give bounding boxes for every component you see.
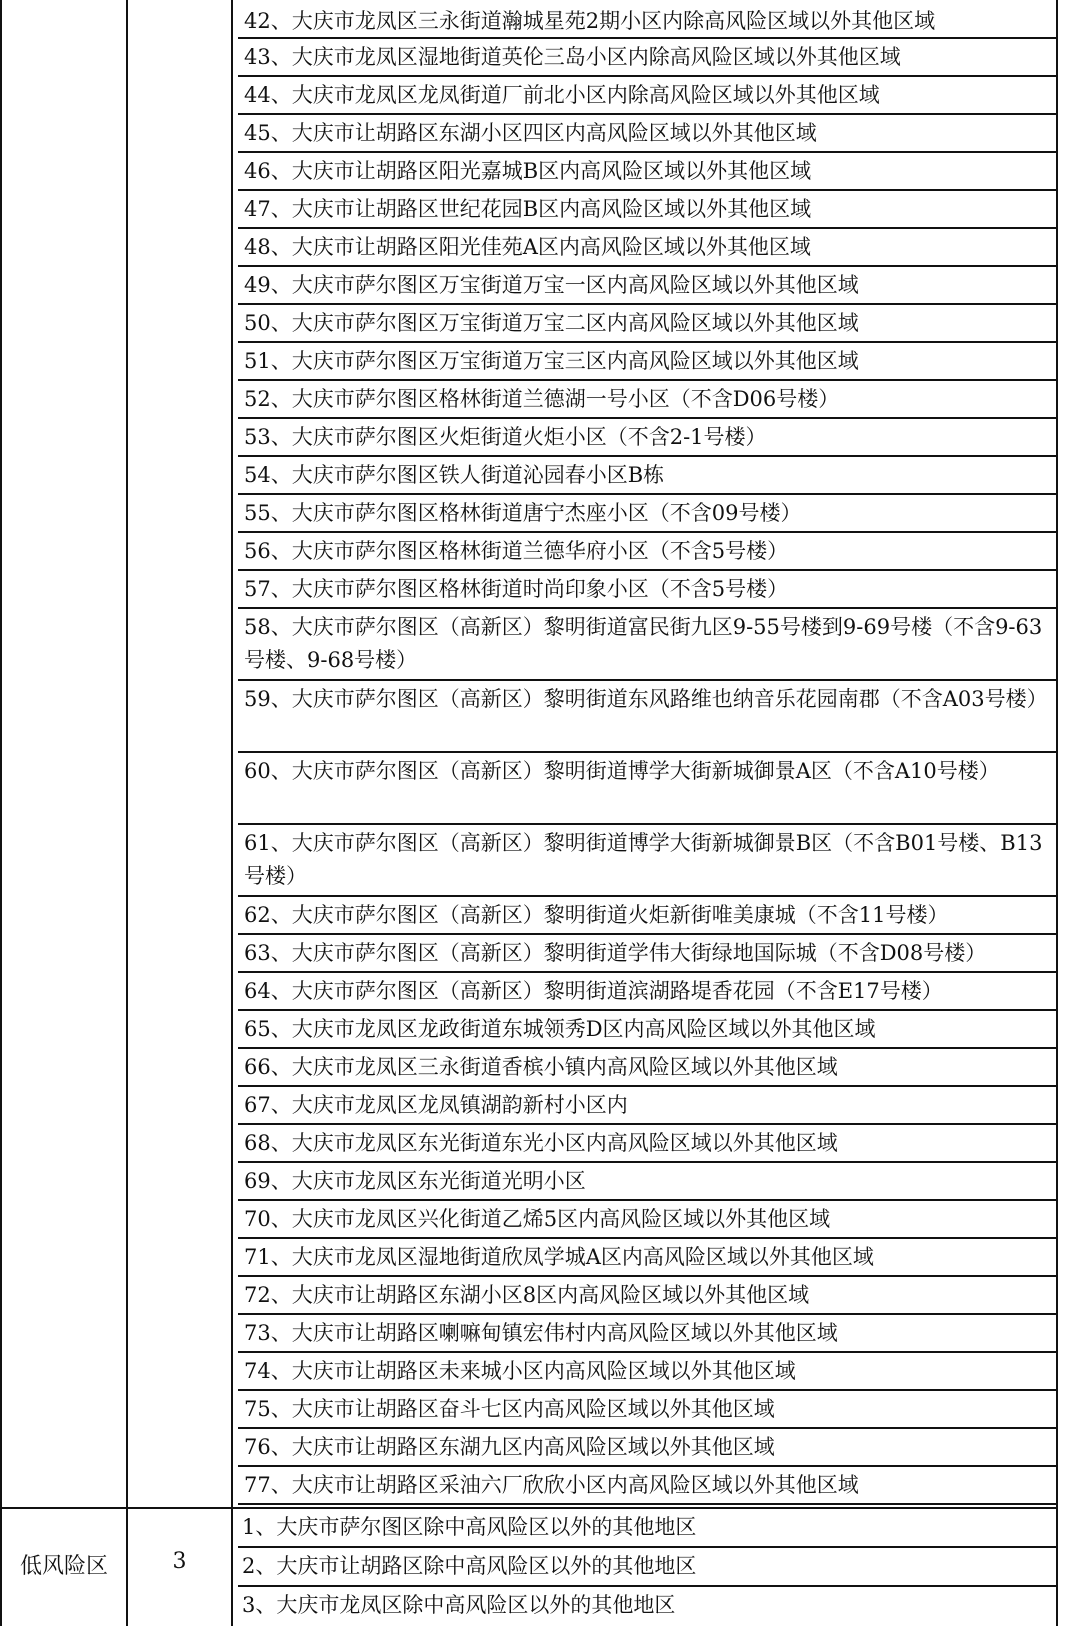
list-item: 48、大庆市让胡路区阳光佳苑A区内高风险区域以外其他区域 xyxy=(238,229,1056,267)
list-item: 2、大庆市让胡路区除中高风险区以外的其他地区 xyxy=(238,1548,1056,1587)
list-item: 56、大庆市萨尔图区格林街道兰德华府小区（不含5号楼） xyxy=(238,533,1056,571)
list-item: 64、大庆市萨尔图区（高新区）黎明街道滨湖路堤香花园（不含E17号楼） xyxy=(238,973,1056,1011)
list-item: 54、大庆市萨尔图区铁人街道沁园春小区B栋 xyxy=(238,457,1056,495)
list-item: 42、大庆市龙凤区三永街道瀚城星苑2期小区内除高风险区域以外其他区域 xyxy=(238,0,1056,39)
list-item: 62、大庆市萨尔图区（高新区）黎明街道火炬新街唯美康城（不含11号楼） xyxy=(238,897,1056,935)
list-item: 46、大庆市让胡路区阳光嘉城B区内高风险区域以外其他区域 xyxy=(238,153,1056,191)
list-item: 47、大庆市让胡路区世纪花园B区内高风险区域以外其他区域 xyxy=(238,191,1056,229)
list-item: 58、大庆市萨尔图区（高新区）黎明街道富民街九区9-55号楼到9-69号楼（不含9-63号楼、9-68号楼） xyxy=(238,609,1056,681)
low-risk-label: 低风险区 xyxy=(19,1554,108,1579)
list-item: 68、大庆市龙凤区东光街道东光小区内高风险区域以外其他区域 xyxy=(238,1125,1056,1163)
list-item: 73、大庆市让胡路区喇嘛甸镇宏伟村内高风险区域以外其他区域 xyxy=(238,1315,1056,1353)
list-item: 3、大庆市龙凤区除中高风险区以外的其他地区 xyxy=(242,1593,676,1617)
list-item: 65、大庆市龙凤区龙政街道东城领秀D区内高风险区域以外其他区域 xyxy=(238,1011,1056,1049)
table-right-border xyxy=(1056,0,1058,1626)
list-item: 43、大庆市龙凤区湿地街道英伦三岛小区内除高风险区域以外其他区域 xyxy=(238,39,1056,77)
column-divider-1 xyxy=(126,0,128,1626)
list-item: 57、大庆市萨尔图区格林街道时尚印象小区（不含5号楼） xyxy=(238,571,1056,609)
list-item: 49、大庆市萨尔图区万宝街道万宝一区内高风险区域以外其他区域 xyxy=(238,267,1056,305)
list-item: 67、大庆市龙凤区龙凤镇湖韵新村小区内 xyxy=(238,1087,1056,1125)
list-item: 53、大庆市萨尔图区火炬街道火炬小区（不含2-1号楼） xyxy=(238,419,1056,457)
list-item: 59、大庆市萨尔图区（高新区）黎明街道东风路维也纳音乐花园南郡（不含A03号楼） xyxy=(238,681,1056,753)
list-item: 75、大庆市让胡路区奋斗七区内高风险区域以外其他区域 xyxy=(238,1391,1056,1429)
list-item: 61、大庆市萨尔图区（高新区）黎明街道博学大街新城御景B区（不含B01号楼、B13号楼） xyxy=(238,825,1056,897)
list-item: 55、大庆市萨尔图区格林街道唐宁杰座小区（不含09号楼） xyxy=(238,495,1056,533)
list-item: 71、大庆市龙凤区湿地街道欣凤学城A区内高风险区域以外其他区域 xyxy=(238,1239,1056,1277)
list-item: 45、大庆市让胡路区东湖小区四区内高风险区域以外其他区域 xyxy=(238,115,1056,153)
table-left-border xyxy=(0,0,2,1626)
column-divider-2 xyxy=(231,0,233,1626)
low-risk-count: 3 xyxy=(172,1549,187,1574)
low-risk-area-list xyxy=(238,1509,1056,1626)
list-item: 74、大庆市让胡路区未来城小区内高风险区域以外其他区域 xyxy=(238,1353,1056,1391)
list-item: 70、大庆市龙凤区兴化街道乙烯5区内高风险区域以外其他区域 xyxy=(238,1201,1056,1239)
list-item: 44、大庆市龙凤区龙凤街道厂前北小区内除高风险区域以外其他区域 xyxy=(238,77,1056,115)
list-item: 51、大庆市萨尔图区万宝街道万宝三区内高风险区域以外其他区域 xyxy=(238,343,1056,381)
list-item: 76、大庆市让胡路区东湖九区内高风险区域以外其他区域 xyxy=(238,1429,1056,1467)
list-item: 60、大庆市萨尔图区（高新区）黎明街道博学大街新城御景A区（不含A10号楼） xyxy=(238,753,1056,825)
list-item: 52、大庆市萨尔图区格林街道兰德湖一号小区（不含D06号楼） xyxy=(238,381,1056,419)
list-item: 72、大庆市让胡路区东湖小区8区内高风险区域以外其他区域 xyxy=(238,1277,1056,1315)
medium-risk-area-list xyxy=(238,0,1056,1505)
list-item: 77、大庆市让胡路区采油六厂欣欣小区内高风险区域以外其他区域 xyxy=(238,1467,1056,1505)
list-item: 66、大庆市龙凤区三永街道香槟小镇内高风险区域以外其他区域 xyxy=(238,1049,1056,1087)
list-item: 1、大庆市萨尔图区除中高风险区以外的其他地区 xyxy=(238,1509,1056,1548)
list-item: 69、大庆市龙凤区东光街道光明小区 xyxy=(238,1163,1056,1201)
list-item: 50、大庆市萨尔图区万宝街道万宝二区内高风险区域以外其他区域 xyxy=(238,305,1056,343)
list-item: 63、大庆市萨尔图区（高新区）黎明街道学伟大街绿地国际城（不含D08号楼） xyxy=(238,935,1056,973)
